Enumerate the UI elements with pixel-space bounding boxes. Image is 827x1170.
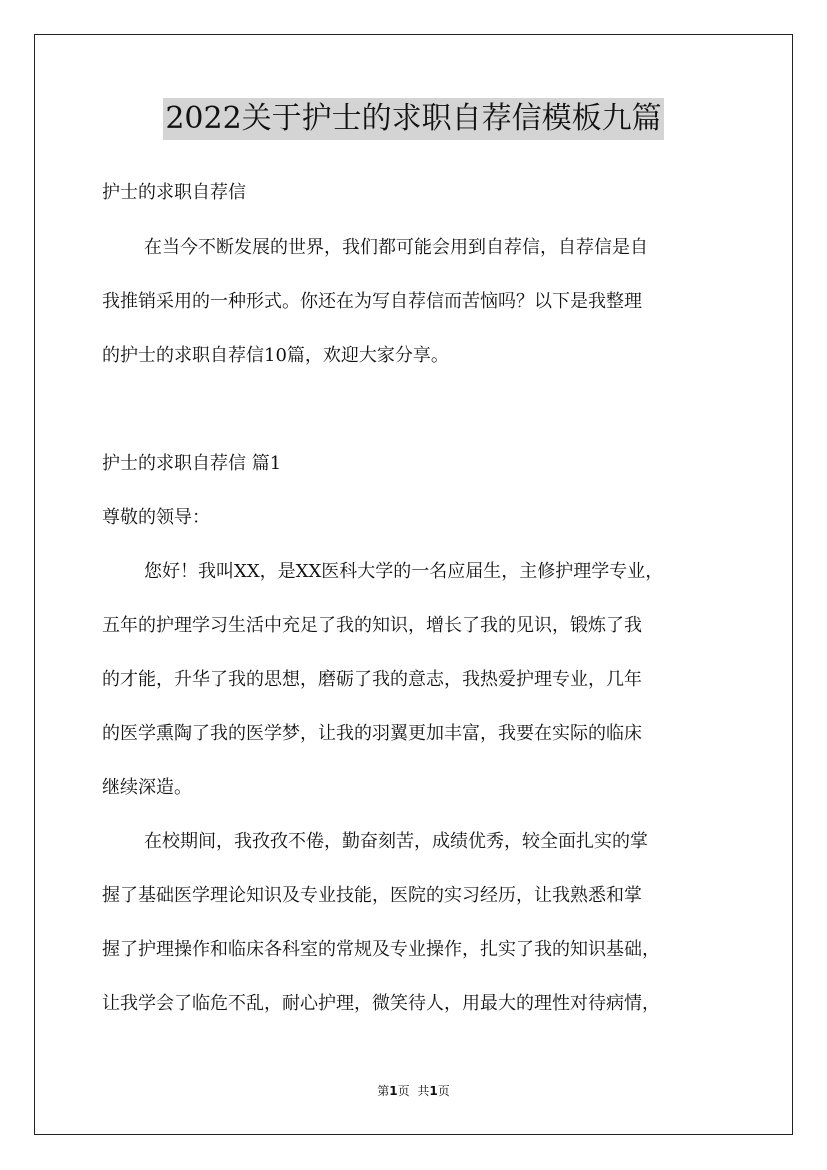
section-heading: 护士的求职自荐信 (102, 182, 246, 203)
footer-page-suffix: 页 (397, 1084, 410, 1098)
para1-line-5: 继续深造。 (102, 777, 192, 798)
para1-line-3: 的才能，升华了我的思想，磨砺了我的意志，我热爱护理专业，几年 (102, 669, 642, 690)
title-container (0, 98, 827, 140)
page-footer (0, 1083, 827, 1099)
footer-page-prefix: 第 (377, 1084, 390, 1098)
para2-line-3: 握了护理操作和临床各科室的常规及专业操作，扎实了我的知识基础， (102, 939, 660, 960)
footer-total-number: 1 (429, 1084, 438, 1098)
para1-line-4: 的医学熏陶了我的医学梦，让我的羽翼更加丰富，我要在实际的临床 (102, 723, 642, 744)
para1-line-1: 您好！我叫XX，是XX医科大学的一名应届生，主修护理学专业， (144, 561, 664, 582)
para1-line-2: 五年的护理学习生活中充足了我的知识，增长了我的见识，锻炼了我 (102, 615, 642, 636)
intro-line-3: 的护士的求职自荐信10篇，欢迎大家分享。 (102, 345, 449, 366)
footer-page-number: 1 (389, 1084, 398, 1098)
intro-line-2: 我推销采用的一种形式。你还在为写自荐信而苦恼吗？以下是我整理 (102, 291, 642, 312)
para2-line-2: 握了基础医学理论知识及专业技能，医院的实习经历，让我熟悉和掌 (102, 885, 642, 906)
intro-line-1: 在当今不断发展的世界，我们都可能会用到自荐信，自荐信是自 (144, 237, 648, 258)
document-title: 2022关于护士的求职自荐信模板九篇 (163, 98, 663, 140)
para2-line-4: 让我学会了临危不乱，耐心护理，微笑待人，用最大的理性对待病情， (102, 993, 660, 1014)
footer-total-suffix: 页 (437, 1084, 450, 1098)
footer-total-prefix: 共 (417, 1084, 430, 1098)
letter-heading: 护士的求职自荐信 篇1 (102, 453, 282, 474)
para2-line-1: 在校期间，我孜孜不倦，勤奋刻苦，成绩优秀，较全面扎实的掌 (144, 831, 648, 852)
salutation: 尊敬的领导： (102, 507, 210, 528)
